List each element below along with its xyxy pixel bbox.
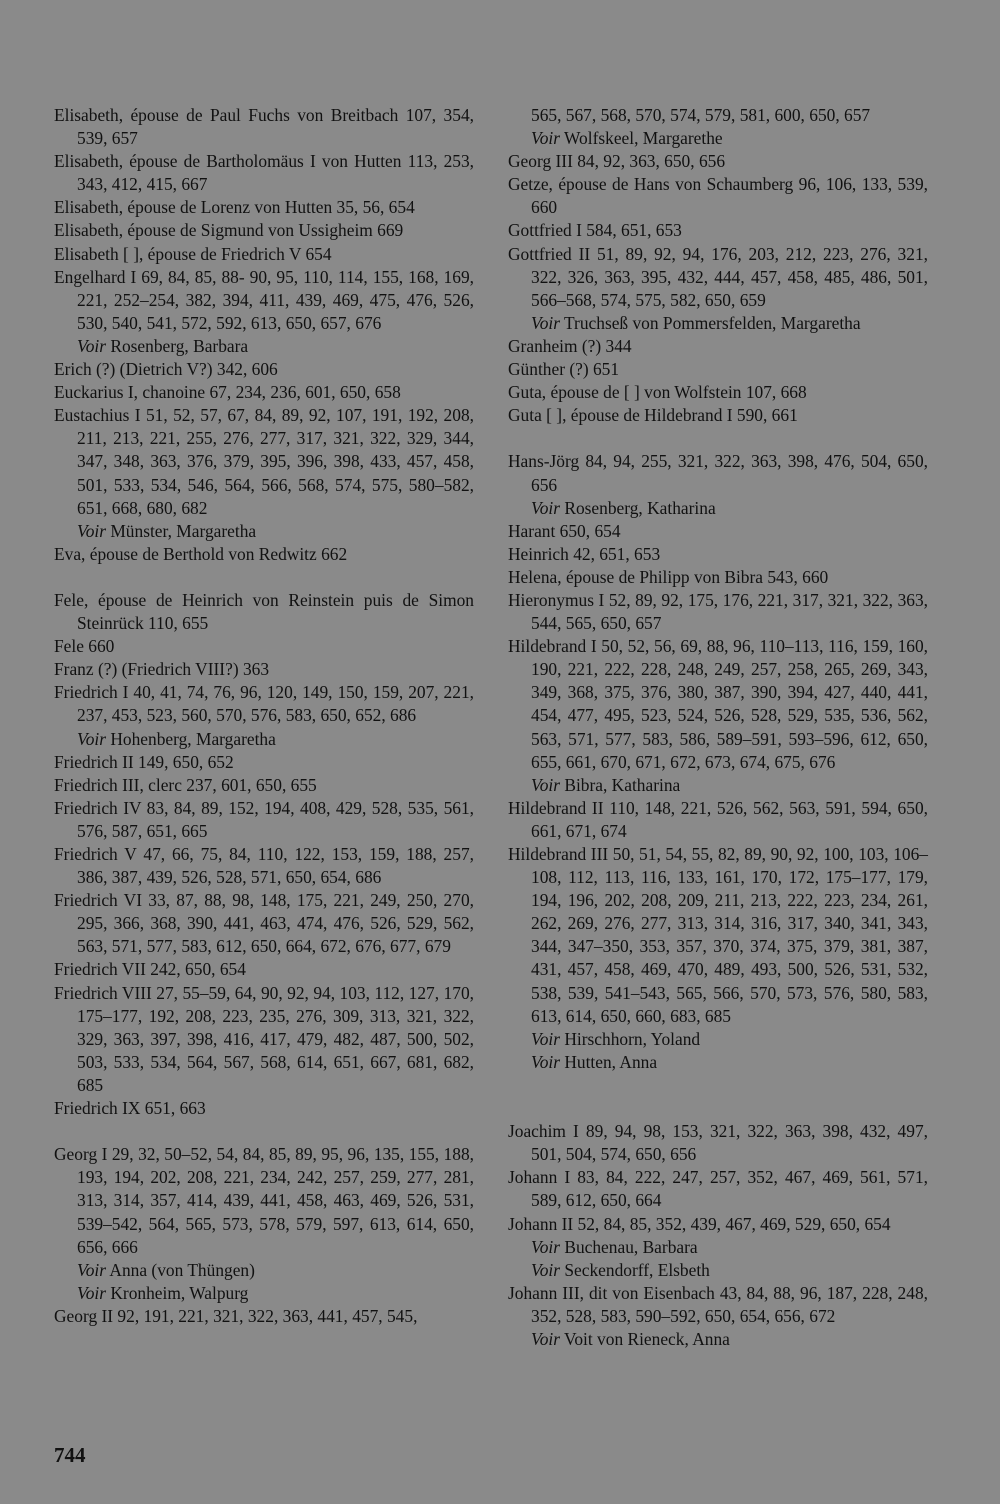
index-entry: Friedrich IV 83, 84, 89, 152, 194, 408, 429, 528, 535, 561, 576, 587, 651, 665 (54, 797, 474, 841)
index-entry: Friedrich V 47, 66, 75, 84, 110, 122, 153, 159, 188, 257, 386, 387, 439, 526, 528, 571, 650, 654, 686 (54, 844, 474, 888)
index-entry: Gottfried II 51, 89, 92, 94, 176, 203, 212, 223, 276, 321, 322, 326, 363, 395, 432, 444, 457, 458, 485, 486, 501, 566–568, 574, 575, 582, 650, 659 (508, 243, 928, 310)
see-also-target: Buchenau, Barbara (560, 1236, 698, 1257)
index-entry: Elisabeth, épouse de Paul Fuchs von Breitbach 107, 354, 539, 657 (54, 105, 474, 149)
index-entry: Georg I 29, 32, 50–52, 54, 84, 85, 89, 95, 96, 135, 155, 188, 193, 194, 202, 208, 221, 234, 242, 257, 259, 277, 281, 313, 314, 357, 414, 439, 441, 458, 463, 469, 526, 531, 539–542, 564, 565, 573, 578, 579, 597, 613, 614, 650, 656, 666 (54, 1144, 474, 1257)
index-entry: Hildebrand III 50, 51, 54, 55, 82, 89, 90, 92, 100, 103, 106–108, 112, 113, 116, 133, 161, 170, 172, 175–177, 179, 194, 196, 202, 208, 209, 211, 213, 222, 223, 234, 261, 262, 269, 276, 277, 313, 314, 316, 317, 340, 341, 343, 344, 347–350, 353, 357, 370, 374, 375, 379, 381, 387, 431, 457, 458, 469, 470, 489, 493, 500, 526, 531, 532, 538, 539, 541–543, 565, 566, 570, 573, 576, 580, 583, 613, 614, 650, 660, 683, 685 (508, 844, 928, 1026)
see-also-reference (54, 335, 474, 358)
see-also-target: Münster, Margaretha (106, 520, 257, 541)
see-also-label: Voir (531, 774, 560, 795)
see-also-reference (54, 520, 474, 543)
see-also-reference (508, 1259, 928, 1282)
see-also-label: Voir (77, 1259, 106, 1280)
see-also-label: Voir (77, 728, 106, 749)
see-also-label: Voir (531, 1236, 560, 1257)
index-entry: Georg II 92, 191, 221, 321, 322, 363, 441, 457, 545, (54, 1305, 418, 1326)
index-entry: Elisabeth, épouse de Lorenz von Hutten 35, 56, 654 (54, 197, 415, 218)
see-also-reference (508, 127, 928, 150)
see-also-reference (54, 1282, 474, 1305)
see-also-target: Voit von Rieneck, Anna (560, 1328, 730, 1349)
index-entry: 565, 567, 568, 570, 574, 579, 581, 600, 650, 657 (531, 105, 871, 125)
see-also-reference (508, 774, 928, 797)
see-also-reference (508, 497, 928, 520)
index-entry: Hans-Jörg 84, 94, 255, 321, 322, 363, 398, 476, 504, 650, 656 (508, 451, 928, 495)
section-gap (54, 566, 474, 589)
index-entry: Elisabeth, épouse de Sigmund von Ussigheim 669 (54, 220, 404, 241)
see-also-label: Voir (531, 1051, 560, 1072)
see-also-target: Hohenberg, Margaretha (106, 728, 276, 749)
index-entry: Joachim I 89, 94, 98, 153, 321, 322, 363, 398, 432, 497, 501, 504, 574, 650, 656 (508, 1121, 928, 1165)
section-gap (508, 1097, 928, 1120)
index-entry: Guta [ ], épouse de Hildebrand I 590, 661 (508, 405, 798, 426)
index-entry: Johann III, dit von Eisenbach 43, 84, 88, 96, 187, 228, 248, 352, 528, 583, 590–592, 650, 654, 656, 672 (508, 1282, 928, 1326)
see-also-target: Rosenberg, Katharina (560, 497, 716, 518)
see-also-target: Hutten, Anna (560, 1051, 658, 1072)
see-also-target: Bibra, Katharina (560, 774, 681, 795)
see-also-reference (54, 728, 474, 751)
index-entry: Eva, épouse de Berthold von Redwitz 662 (54, 543, 348, 564)
see-also-reference (508, 312, 928, 335)
right-column (508, 104, 928, 1351)
section-gap (508, 1074, 928, 1097)
index-entry: Guta, épouse de [ ] von Wolfstein 107, 668 (508, 382, 807, 403)
see-also-reference (508, 1051, 928, 1074)
see-also-reference (508, 1028, 928, 1051)
index-entry: Elisabeth [ ], épouse de Friedrich V 654 (54, 243, 332, 264)
left-column (54, 104, 474, 1328)
section-gap (508, 427, 928, 450)
see-also-reference (508, 1328, 928, 1351)
see-also-target: Rosenberg, Barbara (106, 335, 249, 356)
index-entry: Johann I 83, 84, 222, 247, 257, 352, 467, 469, 561, 571, 589, 612, 650, 664 (508, 1167, 928, 1211)
index-entry: Friedrich III, clerc 237, 601, 650, 655 (54, 774, 317, 795)
index-entry: Eustachius I 51, 52, 57, 67, 84, 89, 92, 107, 191, 192, 208, 211, 213, 221, 255, 276, 277, 317, 321, 322, 329, 344, 347, 348, 363, 376, 379, 395, 396, 398, 433, 457, 458, 501, 533, 534, 546, 564, 566, 568, 574, 575, 580–582, 651, 668, 680, 682 (54, 405, 474, 518)
see-also-label: Voir (531, 1028, 560, 1049)
see-also-target: Kronheim, Walpurg (106, 1282, 249, 1303)
index-entry: Gottfried I 584, 651, 653 (508, 220, 682, 241)
index-entry: Fele 660 (54, 636, 115, 657)
see-also-label: Voir (531, 312, 560, 333)
see-also-reference (54, 1259, 474, 1282)
index-entry: Georg III 84, 92, 363, 650, 656 (508, 151, 726, 172)
index-entry: Hildebrand I 50, 52, 56, 69, 88, 96, 110–113, 116, 159, 160, 190, 221, 222, 228, 248, 249, 257, 258, 265, 269, 343, 349, 368, 375, 376, 380, 387, 390, 394, 427, 440, 441, 454, 477, 495, 523, 524, 526, 528, 529, 535, 536, 562, 563, 571, 577, 583, 586, 589–591, 593–596, 612, 650, 655, 661, 670, 671, 672, 673, 674, 675, 676 (508, 636, 928, 772)
see-also-target: Wolfskeel, Margarethe (560, 128, 723, 149)
see-also-label: Voir (531, 128, 560, 149)
index-entry: Friedrich VI 33, 87, 88, 98, 148, 175, 221, 249, 250, 270, 295, 366, 368, 390, 441, 463, 474, 476, 526, 529, 562, 563, 571, 577, 583, 612, 650, 664, 672, 676, 677, 679 (54, 890, 474, 957)
index-entry: Harant 650, 654 (508, 520, 621, 541)
see-also-target: Hirschhorn, Yoland (560, 1028, 701, 1049)
page-number: 744 (54, 1443, 86, 1467)
see-also-label: Voir (77, 520, 106, 541)
index-entry: Friedrich I 40, 41, 74, 76, 96, 120, 149, 150, 159, 207, 221, 237, 453, 523, 560, 570, 576, 583, 650, 652, 686 (54, 682, 474, 726)
see-also-label: Voir (77, 1282, 106, 1303)
index-entry: Erich (?) (Dietrich V?) 342, 606 (54, 359, 278, 380)
index-entry: Fele, épouse de Heinrich von Reinstein puis de Simon Steinrück 110, 655 (54, 589, 474, 634)
index-entry: Friedrich VIII 27, 55–59, 64, 90, 92, 94, 103, 112, 127, 170, 175–177, 192, 208, 223, 235, 276, 309, 313, 321, 322, 329, 363, 397, 398, 416, 417, 479, 482, 487, 500, 502, 503, 533, 534, 564, 567, 568, 614, 651, 667, 681, 682, 685 (54, 982, 474, 1095)
index-entry: Elisabeth, épouse de Bartholomäus I von Hutten 113, 253, 343, 412, 415, 667 (54, 151, 474, 195)
index-entry: Friedrich IX 651, 663 (54, 1098, 206, 1119)
index-entry: Helena, épouse de Philipp von Bibra 543, 660 (508, 566, 829, 587)
see-also-label: Voir (531, 1328, 560, 1349)
index-entry: Granheim (?) 344 (508, 335, 632, 356)
index-entry: Hildebrand II 110, 148, 221, 526, 562, 563, 591, 594, 650, 661, 671, 674 (508, 797, 928, 841)
index-entry: Getze, épouse de Hans von Schaumberg 96, 106, 133, 539, 660 (508, 174, 928, 218)
index-entry: Euckarius I, chanoine 67, 234, 236, 601, 650, 658 (54, 382, 401, 403)
section-gap (54, 1120, 474, 1143)
index-entry: Friedrich VII 242, 650, 654 (54, 959, 246, 980)
index-entry: Heinrich 42, 651, 653 (508, 543, 661, 564)
index-entry: Günther (?) 651 (508, 359, 620, 380)
see-also-reference (508, 1236, 928, 1259)
see-also-label: Voir (531, 1259, 560, 1280)
see-also-target: Seckendorff, Elsbeth (560, 1259, 710, 1280)
index-entry: Hieronymus I 52, 89, 92, 175, 176, 221, 317, 321, 322, 363, 544, 565, 650, 657 (508, 589, 928, 634)
index-entry: Franz (?) (Friedrich VIII?) 363 (54, 659, 270, 680)
index-entry: Johann II 52, 84, 85, 352, 439, 467, 469, 529, 650, 654 (508, 1213, 891, 1234)
index-entry: Friedrich II 149, 650, 652 (54, 751, 234, 772)
see-also-label: Voir (77, 335, 106, 356)
see-also-target: Truchseß von Pommersfelden, Margaretha (560, 312, 861, 333)
see-also-target: Anna (von Thüngen) (106, 1259, 255, 1280)
see-also-label: Voir (531, 497, 560, 518)
index-entry: Engelhard I 69, 84, 85, 88- 90, 95, 110, 114, 155, 168, 169, 221, 252–254, 382, 394, 411, 439, 469, 475, 476, 526, 530, 540, 541, 572, 592, 613, 650, 657, 676 (54, 266, 474, 333)
